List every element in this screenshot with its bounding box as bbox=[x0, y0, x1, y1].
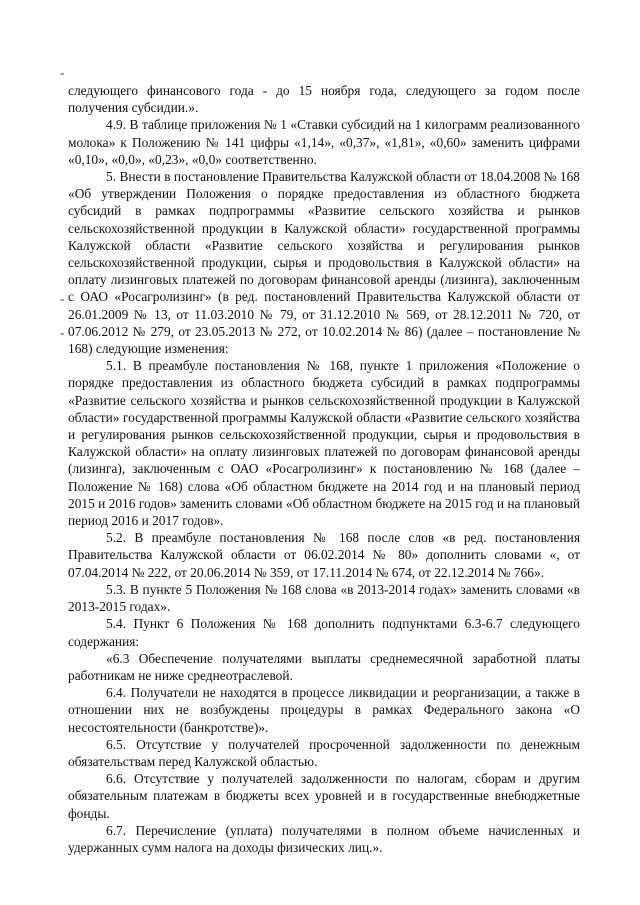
paragraph-5-3: 5.3. В пункте 5 Положения № 168 слова «в 2013-2014 годах» заменить словами «в 2013-2015 годах». bbox=[68, 581, 580, 615]
paragraph-6-4: 6.4. Получатели не находятся в процессе ликвидации и реорганизации, а также в отношении них не возбуждены процедуры в рамках Федерального закона «О несостоятельности (банкротстве)». bbox=[68, 685, 580, 735]
paragraph-4-9: 4.9. В таблице приложения № 1 «Ставки субсидий на 1 килограмм реализованного молока» к Положению № 141 цифры «1,14», «0,37», «1,81», «0,60» заменить цифрами «0,10», «0,0», «0,23», «0,0» соответственно. bbox=[68, 117, 580, 167]
paragraph-6-5: 6.5. Отсутствие у получателей просроченной задолженности по денежным обязательствам перед Калужской областью. bbox=[68, 736, 580, 769]
scan-mark: - bbox=[60, 291, 65, 306]
paragraph-continuation: следующего финансового года - до 15 ноября года, следующего за годом после получения субсидии.». bbox=[68, 83, 580, 116]
paragraph-6-7: 6.7. Перечисление (уплата) получателями в полном объеме начисленных и удержанных сумм налога на доходы физических лиц.». bbox=[68, 822, 580, 855]
paragraph-6-6: 6.6. Отсутствие у получателей задолженности по налогам, сборам и другим обязательным платежам в бюджеты всех уровней и в государственные внебюджетные фонды. bbox=[68, 771, 580, 821]
scan-mark: - bbox=[60, 65, 65, 80]
paragraph-5-2: 5.2. В преамбуле постановления № 168 после слов «в ред. постановления Правительства Калужской области от 06.02.2014 № 80» дополнить словами «, от 07.04.2014 № 222, от 20.06.2014 № 359, от 17.11.2014 № 674, от 22.12.2014 № 766». bbox=[68, 530, 580, 580]
document-body bbox=[68, 82, 580, 856]
paragraph-5-4: 5.4. Пункт 6 Положения № 168 дополнить подпунктами 6.3-6.7 следующего содержания: bbox=[68, 616, 580, 649]
paragraph-6-3: «6.3 Обеспечение получателями выплаты среднемесячной заработной платы работникам не ниже среднеотраслевой. bbox=[68, 650, 580, 683]
paragraph-5-1: 5.1. В преамбуле постановления № 168, пункте 1 приложения «Положение о порядке предоставления из областного бюджета субсидий в рамках подпрограммы «Развитие сельского хозяйства и рынков сельскохозяйственной продукции в Калужской области» государственной программы Калужской области «Развитие сельского хозяйства и регулирования рынков сельскохозяйственной продукции, сырья и продовольствия в Калужской области» на оплату лизинговых платежей по договорам финансовой аренды (лизинга), заключенным с ОАО «Росагролизинг» к постановлению № 168 (далее – Положение № 168) слова «Об областном бюджете на 2014 год и на плановый период 2015 и 2016 годов» заменить словами «Об областном бюджете на 2015 год и на плановый период 2016 и 2017 годов». bbox=[68, 358, 580, 529]
paragraph-5: 5. Внести в постановление Правительства Калужской области от 18.04.2008 № 168 «Об утверждении Положения о порядке предоставления из областного бюджета субсидий в рамках подпрограммы «Развитие сельского хозяйства и рынков сельскохозяйственной продукции в Калужской области» государственной программы Калужской области «Развитие сельского хозяйства и регулирования рынков сельскохозяйственной продукции, сырья и продовольствия в Калужской области» на оплату лизинговых платежей по договорам финансовой аренды (лизинга), заключенным с ОАО «Росагролизинг» (в ред. постановлений Правительства Калужской области от 26.01.2009 № 13, от 11.03.2010 № 79, от 31.12.2010 № 569, от 28.12.2011 № 720, от 07.06.2012 № 279, от 23.05.2013 № 272, от 10.02.2014 № 86) (далее – постановление № 168) следующие изменения: bbox=[68, 169, 580, 357]
scan-mark: - bbox=[60, 325, 65, 340]
